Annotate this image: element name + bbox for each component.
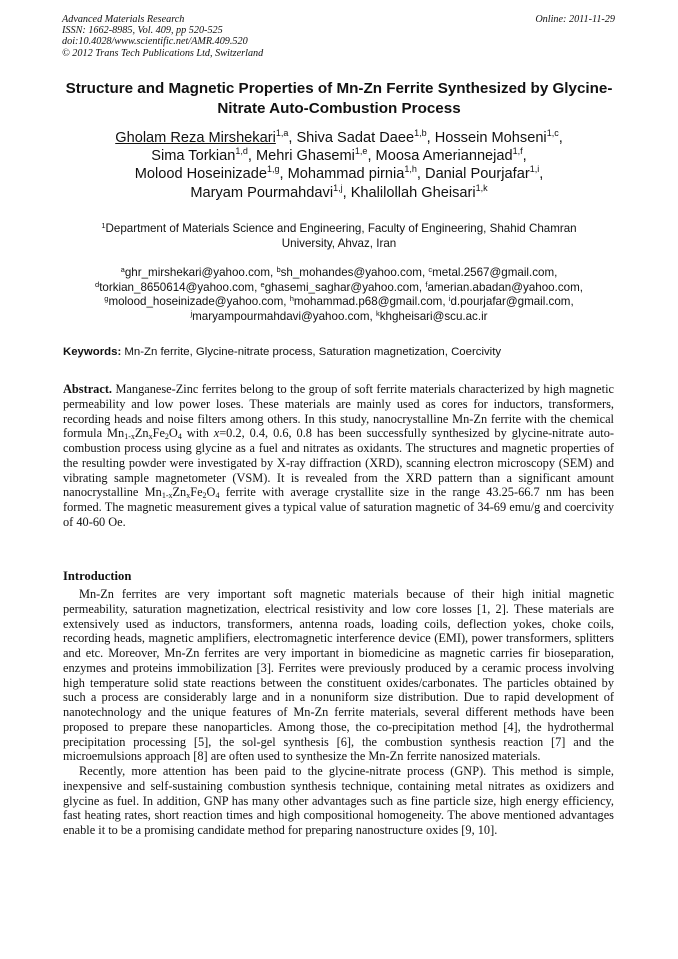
email-sup: a <box>120 265 125 274</box>
affiliation-line: University, Ahvaz, Iran <box>281 237 397 251</box>
abstract-text: Fe <box>152 426 165 441</box>
formula-sub: 1-x <box>161 491 173 501</box>
author-name: Molood Hoseinizade <box>134 166 267 183</box>
affiliation-line: Department of Materials Science and Engineering, Faculty of Engineering, Shahid Chamran <box>105 222 577 235</box>
author-sep: , <box>247 148 256 165</box>
formula-sub: 4 <box>215 491 220 501</box>
author-name: Moosa Ameriannejad <box>375 148 513 165</box>
email-link[interactable]: torkian_8650614@yahoo.com <box>99 280 255 294</box>
paper-title: Structure and Magnetic Properties of Mn-Zn Ferrite Synthesized by Glycine-Nitrate Auto-Combustion Process <box>65 80 613 117</box>
keywords-text: Mn-Zn ferrite, Glycine-nitrate process, Saturation magnetization, Coercivity <box>124 346 502 358</box>
author-name: Gholam Reza Mirshekari <box>115 130 276 146</box>
email-link[interactable]: khgheisari@scu.ac.ir <box>379 309 488 323</box>
abstract-text: O <box>206 485 216 500</box>
formula-sub: 1-x <box>124 432 135 442</box>
author-sep: , <box>558 130 563 146</box>
introduction-body <box>63 587 614 838</box>
author-sep: , <box>522 148 527 165</box>
email-sup: k <box>375 308 380 318</box>
variable-x: x <box>213 426 220 441</box>
author-sep: , <box>288 130 297 146</box>
formula-sub: x <box>186 491 191 501</box>
author-sup: 1,j <box>333 182 343 193</box>
author-sep: , <box>342 184 351 201</box>
author-sep: , <box>279 166 288 183</box>
affiliation-sup: 1 <box>101 221 106 230</box>
author-name: Shiva Sadat Daee <box>296 130 415 146</box>
email-sup: e <box>260 279 265 289</box>
author-sep: , <box>416 166 426 183</box>
copyright: © 2012 Trans Tech Publications Ltd, Switzerland <box>62 47 264 59</box>
email-sup: d <box>95 279 100 289</box>
email-sup: f <box>425 279 428 289</box>
affiliation <box>66 221 612 252</box>
author-sup: 1,d <box>235 146 248 157</box>
keywords <box>63 345 623 360</box>
author-sep: , <box>426 130 435 146</box>
email-sup: g <box>104 294 109 304</box>
author-sup: 1,k <box>475 182 488 193</box>
keywords-label: Keywords: <box>63 346 122 358</box>
author-name: Sima Torkian <box>151 148 236 165</box>
author-name: Hossein Mohseni <box>434 130 547 146</box>
email-sup: b <box>276 265 281 274</box>
author-sup: 1,e <box>354 146 368 157</box>
email-link[interactable]: sh_mohandes@yahoo.com <box>280 266 422 279</box>
email-link[interactable]: mohammad.p68@gmail.com <box>293 295 443 309</box>
online-date: Online: 2011-11-29 <box>535 14 615 25</box>
email-sup: c <box>428 265 433 274</box>
issn: ISSN: 1662-8985, Vol. 409, pp 520-525 <box>62 25 223 37</box>
abstract-label: Abstract. <box>63 382 113 396</box>
journal-header <box>62 14 263 59</box>
formula-sub: 2 <box>202 491 207 501</box>
email-link[interactable]: metal.2567@gmail.com <box>432 266 555 279</box>
author-list <box>48 129 630 202</box>
section-heading: Introduction <box>63 569 132 583</box>
email-sup: i <box>448 294 451 304</box>
email-link[interactable]: d.pourjafar@gmail.com <box>450 295 571 309</box>
author-name: Mohammad pirnia <box>287 166 405 183</box>
abstract <box>63 382 614 530</box>
formula-sub: 4 <box>177 432 182 442</box>
formula-sub: x <box>148 432 153 442</box>
author-sup: 1,a <box>275 128 289 138</box>
author-name: Danial Pourjafar <box>425 166 530 183</box>
abstract-text: Fe <box>190 485 203 500</box>
author-sup: 1,g <box>266 164 280 175</box>
abstract-text: Zn <box>172 485 187 500</box>
email-link[interactable]: ghasemi_saghar@yahoo.com <box>264 280 419 294</box>
email-link[interactable]: amerian.abadan@yahoo.com <box>427 280 580 294</box>
email-sup: j <box>190 308 193 318</box>
author-name: Maryam Pourmahdavi <box>190 184 334 201</box>
author-sup: 1,i <box>529 164 540 175</box>
email-sup: h <box>289 294 294 304</box>
formula-sub: 2 <box>164 432 169 442</box>
email-list: $^a$ghr_mirshekari@yahoo.com, $^b$sh_mohandes@yahoo.com, $^c$metal.2567@gmail.com, $^d$torkian_8650614@yahoo.com, $^e$ghasemi_saghar@yahoo.com, $^f$amerian.abadan@yahoo.com, $^g$molood_hoseinizade@yahoo.com, $^h$mohammad.p68@gmail.com, $^i$d.pourjafar@gmail.com, $^j$maryampourmahdavi@yahoo.com, $^k$khgheisari@scu.ac.ir <box>95 265 583 323</box>
author-sup: 1,c <box>546 128 559 138</box>
journal-name: Advanced Materials Research <box>62 14 185 25</box>
abstract-text: Manganese-Zinc ferrites belong to the group of soft ferrite materials characterized by high magnetic permeability and low power loses. These materials are mainly used as cores for inductors, transformers, recording heads and noise filters among others. In this study, nanocrystalline Mn-Zn ferrite with the chemical formula Mn <box>63 382 615 441</box>
abstract-text: ferrite with average crystallite size in the range 43.25-66.7 nm has been formed. The magnetic measurement gives a typical value of saturation magnetic of 34-69 emu/g and coercivity of 40-60 Oe. <box>63 485 614 529</box>
author-name: Mehri Ghasemi <box>255 148 355 165</box>
author-sup: 1,b <box>414 128 427 138</box>
abstract-text: O <box>168 426 178 441</box>
author-sup: 1,f <box>512 146 523 157</box>
abstract-text: Zn <box>134 426 149 441</box>
author-sup: 1,h <box>404 164 417 175</box>
email-link[interactable]: ghr_mirshekari@yahoo.com <box>124 266 270 279</box>
abstract-text: with <box>181 426 214 441</box>
abstract-text: =0.2, 0.4, 0.6, 0.8 has been successfully synthesized by glycine-nitrate auto-combustion process using glycine as a fuel and nitrates as oxidants. The structures and magnetic properties of the resulting powder were investigated by X-ray diffraction (XRD), scanning electron microscopy (SEM) and vibrating sample magnetometer (VSM). It is revealed from the XRD pattern than a significant amount nanocrystalline Mn <box>63 426 615 500</box>
doi: doi:10.4028/www.scientific.net/AMR.409.520 <box>62 36 248 48</box>
author-name: Khalilollah Gheisari <box>350 184 476 201</box>
email-link[interactable]: molood_hoseinizade@yahoo.com <box>108 295 284 309</box>
paragraph: Mn-Zn ferrites are very important soft magnetic materials because of their high initial magnetic permeability, saturation magnetization, electrical resistivity and low core losses [1, 2]. These materials are extensively used as inductors, transformers, antenna roads, loading coils, deflection yokes, choke coils, recording heads, magnetic amplifiers, electromagnetic interference device (EMI), power transformers, splitters and etc. Moreover, Mn-Zn ferrites are very important in biomedicine as magnetic carries fir bioseparation, enzymes and proteins immobilization [3]. Ferrites were previously produced by a ceramic process involving high temperature solid state reactions between the constituent oxides/carbonates. The particles obtained by such a process are considerably large and in a nonuniform size distribution. Due to rapid development of nanotechnology and the unique features of Mn-Zn ferrite materials, several different methods have been proposed to prepare these nanoparticles. Among those, the co-precipitation method [4], the hydrothermal precipitation processing [5], the sol-gel synthesis [6], the combustion synthesis reaction [7] and the microemulsions approach [8] are often used to synthesize the Mn-Zn ferrite nanosized materials. <box>63 587 614 764</box>
author-sep: , <box>539 166 544 183</box>
author-sep: , <box>367 148 376 165</box>
email-link[interactable]: maryampourmahdavi@yahoo.com <box>192 309 370 323</box>
paragraph: Recently, more attention has been paid to the glycine-nitrate process (GNP). This method is simple, inexpensive and self-sustaining combustion synthesis technique, containing metal nitrates as oxidizers and glycine as fuel. In addition, GNP has many other advantages such as fine particle size, high energy efficiency, fast heating rates, short reaction times and high compositional homogeneity. The above mentioned advantages enable it to be a promising candidate method for preparing nanostructure oxides [9, 10]. <box>63 764 614 837</box>
